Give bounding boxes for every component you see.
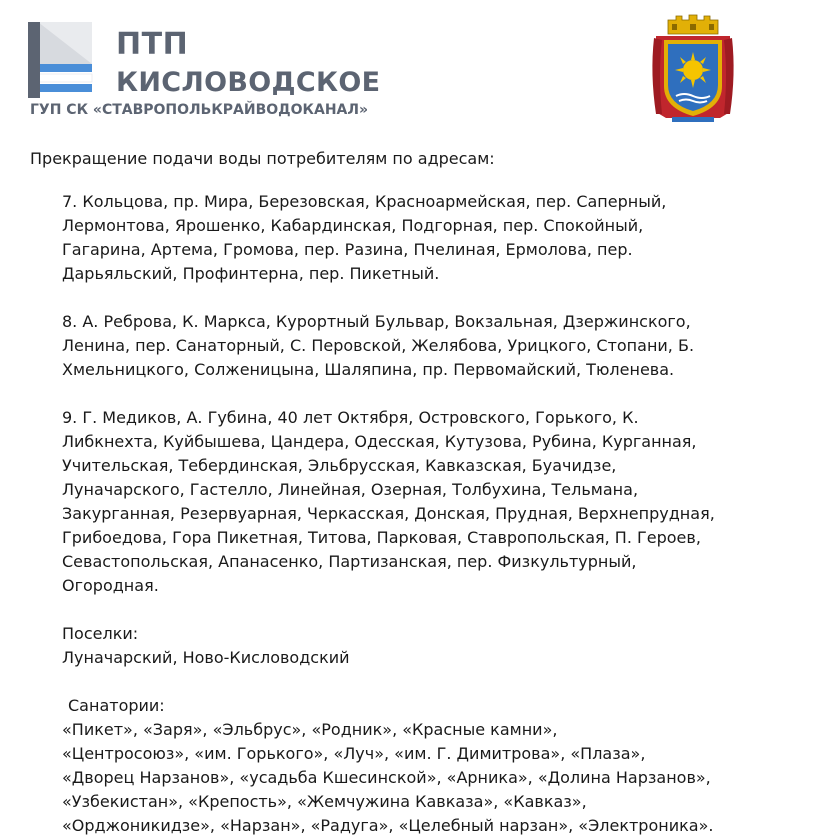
logo-organization: ГУП СК «СТАВРОПОЛЬКРАЙВОДОКАНАЛ» — [30, 102, 369, 118]
sanatoriums-title: Санатории: — [68, 696, 165, 715]
coat-of-arms-icon — [646, 14, 740, 124]
sanatoriums-list: «Пикет», «Заря», «Эльбрус», «Родник», «Красные камни», «Центросоюз», «им. Горького», «Луч», «им. Г. Димитрова», «Плаза», «Дворец Нарзанов», «усадьба Кшесинской», «Арника», «Долина Нарзанов», «Узбекистан», «Крепость», «Жемчужина Кавказа», «Кавказ», «Орджоникидзе», «Нарзан», «Радуга», «Целебный нарзан», «Электроника». — [62, 720, 714, 835]
company-logo — [28, 22, 388, 132]
address-block-7: 7. Кольцова, пр. Мира, Березовская, Красноармейская, пер. Саперный, Лермонтова, Ярошенко, Кабардинская, Подгорная, пер. Спокойный, Гагарина, Артема, Громова, пер. Разина, Пчелиная, Ермолова, пер. Дарьяльский, Профинтерна, пер. Пикетный. — [62, 192, 667, 283]
address-block-9: 9. Г. Медиков, А. Губина, 40 лет Октября, Островского, Горького, К. Либкнехта, Куйбышева, Цандера, Одесская, Кутузова, Рубина, Курганная, Учительская, Тебердинская, Эльбрусская, Кавказская, Буачидзе, Луначарского, Гастелло, Линейная, Озерная, Толбухина, Тельмана, Закурганная, Резервуарная, Черкасская, Донская, Прудная, Верхнепрудная, Грибоедова, Гора Пикетная, Титова, Парковая, Ставропольская, П. Героев, Севастопольская, Апанасенко, Партизанская, пер. Физкультурный, Огородная. — [62, 408, 715, 595]
logo-subtitle: КИСЛОВОДСКОЕ — [116, 67, 381, 98]
settlements-title: Поселки: — [62, 624, 139, 643]
settlements-list: Луначарский, Ново-Кисловодский — [62, 648, 350, 667]
logo-title: ПТП — [116, 27, 189, 62]
address-block-8: 8. А. Реброва, К. Маркса, Курортный Бульвар, Вокзальная, Дзержинского, Ленина, пер. Санаторный, С. Перовской, Желябова, Урицкого, Стопани, Б. Хмельницкого, Солженицына, Шаляпина, пр. Первомайский, Тюленева. — [62, 312, 695, 379]
page-heading: Прекращение подачи воды потребителям по адресам: — [30, 149, 495, 168]
logo-mark-icon — [28, 22, 98, 98]
address-content — [62, 190, 792, 838]
